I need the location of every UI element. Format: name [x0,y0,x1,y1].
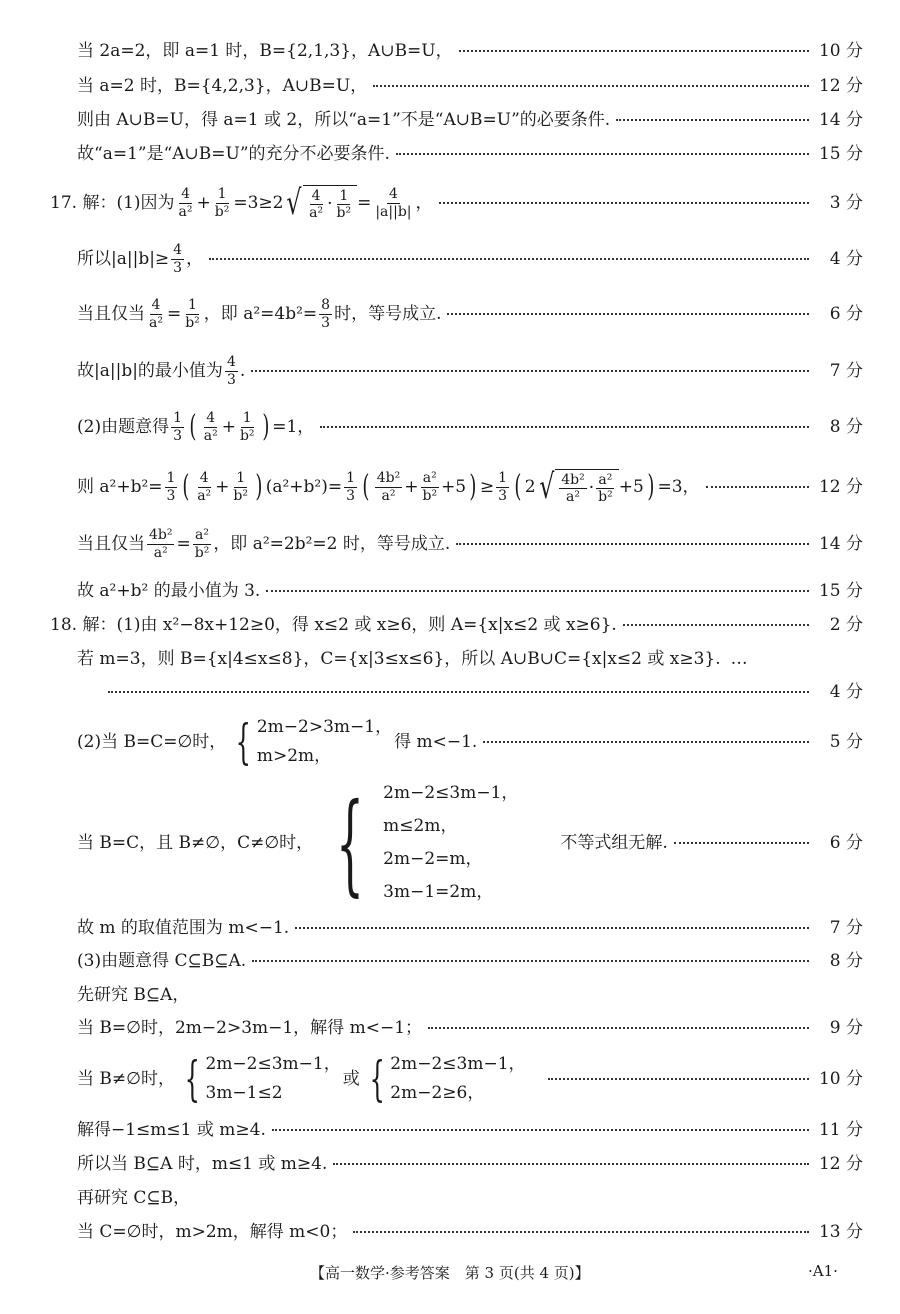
line-text: 则 a²+b²= [77,476,163,497]
line-text: 解得−1≤m≤1 或 m≥4. [77,1119,266,1140]
q17-line-2 [77,238,863,280]
numerator: 1 [236,470,246,487]
dot-leader [272,1129,809,1131]
fraction [147,297,165,330]
dot-leader [548,1078,809,1080]
q16-line-4 [77,141,863,167]
numerator: a² [195,527,209,544]
fraction [193,527,212,560]
score: 3 分 [829,192,863,213]
numerator: 4 [151,297,161,314]
denominator: a² [153,544,168,561]
denominator: a² [309,205,324,221]
q18-line-3 [108,679,863,705]
q16-line-2 [77,73,863,99]
fraction [202,410,220,443]
dot-leader [428,1027,809,1029]
numerator: 1 [188,297,197,314]
line-text: 先研究 B⊆A， [77,984,190,1005]
line-text: (a²+b²)= [265,476,343,497]
dot-leader [456,543,809,545]
line-text: 当且仅当 [77,303,145,324]
dot-leader [320,426,809,428]
line-text: 故“a=1”是“A∪B=U”的充分不必要条件. [77,143,390,164]
line-text: 当 2a=2，即 a=1 时，B={2,1,3}，A∪B=U， [77,40,453,61]
system-row: 2m−2>3m−1， [256,717,393,737]
fraction [375,470,402,503]
fraction [177,186,195,219]
q18-line-10 [77,1048,863,1110]
square-root: √ $\frac{4}{\text{a²}}$ · $\frac{1}{\text{b²}}$ [283,185,357,221]
q16-line-3 [77,107,863,133]
page-footer [0,1262,900,1284]
dot-leader [251,370,809,372]
line-text: = [176,533,191,554]
line-text: (3)由题意得 C⊆B⊆A. [77,950,247,971]
numerator: 4 [206,410,216,427]
denominator: b² [598,489,613,505]
score: 10 分 [818,40,863,61]
square-root: √ $\frac{\text{4b²}}{\text{a²}}$ · $\frac{\text{a²}}{\text{b²}}$ [536,469,619,505]
dot-leader [439,202,809,204]
score: 12 分 [818,1153,863,1174]
line-text: (2)当 B=C=∅时， [77,731,227,752]
dot-leader [373,85,809,87]
dot-leader [266,590,809,592]
system-row: 2m−2≤3m−1， [390,1054,526,1074]
line-text: 故 m 的取值范围为 m<−1. [77,917,290,938]
line-text: 所以当 B⊆A 时，m≤1 或 m≥4. [77,1153,328,1174]
q18-label: 18. 解： [50,614,117,635]
score: 6 分 [829,303,863,324]
score: 4 分 [829,248,863,269]
q17-line-7 [77,522,863,566]
fraction [165,470,178,503]
denominator: a² [381,487,396,504]
dot-leader [674,842,809,844]
denominator: 3 [173,427,183,444]
line-text: + [215,476,230,497]
score: 10 分 [818,1068,863,1089]
numerator: 8 [321,297,331,314]
denominator: b² [336,205,352,221]
dot-leader [706,486,809,488]
line-text: 当 B=C，且 B≠∅，C≠∅时， [77,832,314,853]
numerator: 4 [311,187,321,204]
denominator: 3 [498,487,508,504]
score: 2 分 [829,614,863,635]
q16-line-1 [77,38,863,64]
line-text: =1， [272,416,315,437]
numerator: 4b² [376,470,401,487]
line-text: +5 [441,476,467,497]
numerator: 1 [498,470,508,487]
numerator: 4 [226,354,236,371]
line-text: ， [415,192,433,213]
numerator: 1 [173,410,183,427]
score: 14 分 [818,533,863,554]
line-text: (1)因为 [116,192,175,213]
denominator: a² [197,487,212,504]
dot-leader [623,624,809,626]
denominator: 3 [166,487,176,504]
q18-line-2 [77,646,863,672]
numerator: 4 [199,470,209,487]
q17-line-4 [77,350,863,392]
score: 12 分 [818,75,863,96]
system-row: 3m−1=2m， [383,882,494,902]
dot-leader [447,313,809,315]
line-text: 时，等号成立. [334,303,442,324]
denominator: |a||b| [375,203,412,220]
dot-leader [209,258,809,260]
denominator: b² [214,203,230,220]
system-row: 2m−2=m， [383,849,483,869]
system-row: 2m−2≤3m−1， [205,1054,341,1074]
line-text: = [357,192,372,213]
numerator: 1 [217,186,227,203]
denominator: a² [178,203,193,220]
system-row: m>2m， [256,746,332,766]
q18-line-11 [77,1117,863,1143]
line-text: ，即 a²=2b²=2 时，等号成立. [213,533,451,554]
numerator: 4 [388,186,398,203]
fraction [147,527,174,560]
line-text: 当 B≠∅时， [77,1068,175,1089]
q17-line-8 [77,578,863,604]
score: 15 分 [818,143,863,164]
score: 8 分 [829,950,863,971]
denominator: 3 [173,259,183,276]
score: 7 分 [829,917,863,938]
numerator: 4b² [149,527,173,544]
fraction [319,297,332,330]
dot-leader [396,153,809,155]
denominator: a² [565,489,580,505]
score: 13 分 [818,1221,863,1242]
line-text: 则由 A∪B=U，得 a=1 或 2，所以“a=1”不是“A∪B=U”的必要条件. [77,109,611,130]
score: 11 分 [818,1119,863,1140]
line-text: 或 [342,1068,360,1089]
q17-line-6: 则 a²+b²= $\frac{1}{3}$ ( $\frac{4}{\text{a²}}$ + $\frac{1}{\text{b²}}$ ) (a²+b²)= $\frac{1}{3}$ ( $\frac{\text{4b²}}{\text{a²}}$ + $\frac{\text{a²}}{\text{b²}}$ +5 ) ≥ $\frac{1}{3}$ ( 2 √ $\frac{\text{4b²}}{\text{a²}}$ · $\frac{\text{a²}}{\text{b²}}$ +5 ) =3， 12 分 [77,467,863,507]
system-row: 2m−2≥6， [390,1083,485,1103]
q17-line-3 [77,292,863,336]
denominator: a² [203,427,218,444]
q18-line-12 [77,1151,863,1177]
system-row: 3m−1≤2 [205,1083,283,1103]
line-text: . [239,360,246,381]
line-text: ≥ [479,476,495,497]
q18-line-6 [77,915,863,941]
q18-line-14 [77,1219,863,1245]
score: 7 分 [829,360,863,381]
numerator: 1 [166,470,176,487]
score: 5 分 [829,731,863,752]
denominator: b² [239,427,255,444]
line-text: 故 a²+b² 的最小值为 3. [77,580,261,601]
fraction [213,186,232,219]
line-text: 故|a||b|的最小值为 [77,360,223,381]
q17-line-1: 17. 解： (1)因为 $\frac{4}{\text{a²}}$ + $\frac{1}{\text{b²}}$ =3≥2 √ $\frac{4}{\text{a²}}$ · $\frac{1}{\text{b²}}$ = $\frac{4}{|a||b|}$ ， 3 分 [50,183,863,223]
denominator: b² [194,544,210,561]
line-text: + [221,416,236,437]
line-text: =3≥2 [233,192,284,213]
numerator: a² [598,471,613,488]
q18-line-13 [77,1185,863,1211]
denominator: 3 [321,314,331,331]
q18-line-9 [77,1015,863,1041]
denominator: b² [185,314,200,331]
line-text: 当 B=∅时，2m−2>3m−1，解得 m<−1； [77,1017,423,1038]
line-text: … [730,648,748,669]
q18-line-4 [77,712,863,772]
score: 9 分 [829,1017,863,1038]
inequality-system: { 2m−2≤3m−1， 3m−1≤2 [184,1051,341,1107]
score: 12 分 [818,476,863,497]
numerator: 4 [181,186,190,203]
fraction [171,242,184,275]
line-text: ， [186,248,204,269]
fraction [195,470,213,503]
fraction [344,470,357,503]
denominator: 3 [346,487,356,504]
fraction [225,354,238,387]
numerator: 4b² [561,471,585,488]
dot-leader [483,741,809,743]
fraction [496,470,509,503]
numerator: 1 [242,410,252,427]
numerator: 4 [173,242,183,259]
line-text: (2)由题意得 [77,416,170,437]
fraction [171,410,184,443]
fraction [231,470,250,503]
q18-line-1 [50,612,863,638]
system-row: 2m−2≤3m−1， [383,783,519,803]
numerator: a² [422,470,437,487]
line-text: 当 a=2 时，B={4,2,3}，A∪B=U， [77,75,368,96]
denominator: b² [233,487,248,504]
q18-line-8 [77,982,863,1008]
score: 4 分 [829,681,863,702]
line-text: 所以|a||b|≥ [77,248,170,269]
line-text: · [327,194,333,214]
inequality-system: { 2m−2≤3m−1， m≤2m， 2m−2=m， 3m−1=2m， [336,779,519,907]
fraction [373,186,413,219]
score: 8 分 [829,416,863,437]
footer-version-code: ·A1· [808,1262,838,1280]
denominator: b² [422,487,438,504]
dot-leader [252,960,809,962]
q17-line-5: (2)由题意得 $\frac{1}{3}$ ( $\frac{4}{\text{a²}}$ + $\frac{1}{\text{b²}}$ ) =1， 8 分 [77,409,863,444]
q18-line-7 [77,948,863,974]
score: 6 分 [829,832,863,853]
dot-leader [459,50,809,52]
q18-line-5 [77,780,863,906]
footer-page-info: 【高一数学·参考答案 第 3 页(共 4 页)】 [310,1264,590,1282]
fraction [183,297,202,330]
line-text: 2 [524,476,536,497]
dot-leader [353,1231,809,1233]
score: 14 分 [818,109,863,130]
numerator: 1 [346,470,356,487]
line-text: 当且仅当 [77,533,145,554]
dot-leader [295,927,809,929]
denominator: a² [149,314,163,331]
line-text: 当 C=∅时，m>2m，解得 m<0； [77,1221,348,1242]
dot-leader [333,1163,809,1165]
line-text: =3， [657,476,700,497]
inequality-system: { 2m−2>3m−1， m>2m， [235,714,393,770]
numerator: 1 [339,187,349,204]
fraction [420,470,439,503]
q17-label: 17. 解： [50,192,117,213]
dot-leader [108,691,809,693]
line-text: ，即 a²=4b²= [203,303,318,324]
fraction [238,410,257,443]
denominator: 3 [226,371,236,388]
line-text: = [166,303,182,324]
line-text: 不等式组无解. [560,832,668,853]
dot-leader [616,119,809,121]
line-text: 得 m<−1. [394,731,478,752]
score: 15 分 [818,580,863,601]
line-text: 若 m=3，则 B={x|4≤x≤8}，C={x|3≤x≤6}，所以 A∪B∪C={x|x≤2 或 x≥3}. [77,648,721,669]
line-text: 再研究 C⊆B， [77,1187,191,1208]
inequality-system: { 2m−2≤3m−1， 2m−2≥6， [369,1051,526,1107]
system-row: m≤2m， [383,816,458,836]
line-text: (1)由 x²−8x+12≥0，得 x≤2 或 x≥6，则 A={x|x≤2 或 x≥6}. [116,614,617,635]
